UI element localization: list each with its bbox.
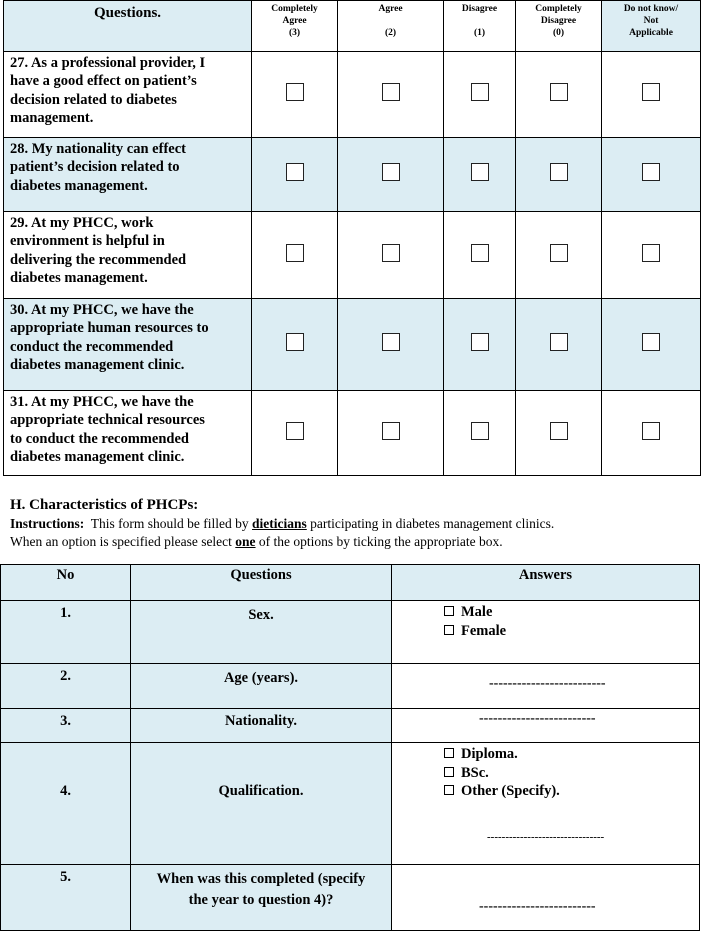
likert-row-27 [4, 52, 701, 138]
checkbox-completely-agree[interactable] [286, 163, 304, 181]
option-bsc[interactable] [444, 764, 699, 783]
checkbox-agree[interactable] [382, 333, 400, 351]
question-line: conduct the recommended [10, 338, 174, 355]
checkbox-icon[interactable] [444, 625, 454, 635]
row-number: 4. [1, 743, 131, 865]
row-answer[interactable] [392, 709, 700, 743]
col-score: (2) [384, 28, 397, 38]
instructions-text: participating in diabetes management clinics. [306, 516, 555, 531]
question-line: diabetes management. [10, 269, 148, 286]
checkbox-agree[interactable] [382, 422, 400, 440]
col-agree [338, 1, 444, 52]
checkbox-completely-disagree[interactable] [550, 163, 568, 181]
checkbox-not-applicable[interactable] [642, 83, 660, 101]
question-30 [4, 299, 252, 391]
question-31 [4, 391, 252, 476]
question-line: 29. At my PHCC, work [10, 215, 154, 231]
col-score: (0) [552, 28, 565, 38]
specify-blank-line[interactable]: -------------------------------- [487, 831, 605, 843]
question-line: diabetes management clinic. [10, 356, 185, 373]
col-disagree [444, 1, 516, 52]
row-number: 1. [1, 601, 131, 664]
question-line: delivering the recommended [10, 251, 187, 268]
likert-row-31 [4, 391, 701, 476]
question-line: 31. At my PHCC, we have the [10, 394, 194, 410]
option-label: Diploma. [461, 746, 518, 762]
characteristics-row-1 [1, 601, 700, 664]
col-not-applicable [602, 1, 701, 52]
row-answer [392, 601, 700, 664]
characteristics-row-2 [1, 664, 700, 709]
option-other[interactable] [444, 782, 699, 801]
row-question: Qualification. [131, 743, 392, 865]
answers-header: Answers [392, 565, 700, 601]
option-label: Female [461, 622, 507, 639]
col-label: Completely [535, 4, 582, 14]
question-line: appropriate technical resources [10, 412, 205, 429]
likert-row-29 [4, 212, 701, 299]
checkbox-not-applicable[interactable] [642, 163, 660, 181]
row-answer [392, 743, 700, 865]
option-label: Other (Specify). [461, 783, 560, 799]
question-line: 28. My nationality can effect [10, 141, 186, 157]
checkbox-agree[interactable] [382, 83, 400, 101]
col-completely-disagree [516, 1, 602, 52]
checkbox-completely-agree[interactable] [286, 83, 304, 101]
option-male[interactable] [444, 603, 699, 622]
option-label: BSc. [461, 764, 489, 781]
row-number: 5. [1, 865, 131, 931]
col-completely-agree [252, 1, 338, 52]
checkbox-not-applicable[interactable] [642, 244, 660, 262]
checkbox-disagree[interactable] [471, 163, 489, 181]
question-line: patient’s decision related to [10, 159, 180, 176]
checkbox-completely-disagree[interactable] [550, 422, 568, 440]
question-line: decision related to diabetes [10, 91, 177, 108]
question-28 [4, 138, 252, 212]
col-label: Agree [378, 4, 403, 14]
checkbox-completely-disagree[interactable] [550, 333, 568, 351]
question-line: the year to question 4)? [188, 892, 334, 908]
question-line: have a good effect on patient’s [10, 73, 197, 90]
row-number: 3. [1, 709, 131, 743]
checkbox-not-applicable[interactable] [642, 422, 660, 440]
row-question: Age (years). [131, 664, 392, 709]
question-29 [4, 212, 252, 299]
option-female[interactable] [444, 622, 699, 641]
checkbox-disagree[interactable] [471, 83, 489, 101]
checkbox-not-applicable[interactable] [642, 333, 660, 351]
question-line: 27. As a professional provider, I [10, 55, 206, 71]
question-line: When was this completed (specify [156, 871, 366, 887]
row-question [131, 865, 392, 931]
instructions-emphasis: dieticians [252, 516, 307, 531]
characteristics-row-4 [1, 743, 700, 865]
row-question: Sex. [131, 601, 392, 664]
col-label: Disagree [540, 16, 577, 26]
checkbox-completely-agree[interactable] [286, 333, 304, 351]
question-27 [4, 52, 252, 138]
characteristics-table [0, 564, 700, 931]
row-answer[interactable] [392, 664, 700, 709]
instructions-line-1 [10, 516, 554, 532]
question-line: to conduct the recommended [10, 430, 189, 447]
checkbox-icon[interactable] [444, 767, 454, 777]
checkbox-disagree[interactable] [471, 333, 489, 351]
checkbox-icon[interactable] [444, 606, 454, 616]
checkbox-icon[interactable] [444, 748, 454, 758]
checkbox-icon[interactable] [444, 785, 454, 795]
likert-table [3, 0, 701, 476]
likert-row-28 [4, 138, 701, 212]
row-number: 2. [1, 664, 131, 709]
instructions-label: Instructions: [10, 516, 85, 531]
section-title: H. Characteristics of PHCPs: [10, 497, 199, 513]
question-line: environment is helpful in [10, 233, 165, 250]
question-line: diabetes management. [10, 177, 148, 194]
col-label: Completely [271, 4, 318, 14]
characteristics-row-5 [1, 865, 700, 931]
likert-header-row [4, 1, 701, 52]
col-label: Agree [282, 16, 307, 26]
characteristics-row-3 [1, 709, 700, 743]
checkbox-agree[interactable] [382, 244, 400, 262]
col-label: Not [643, 16, 659, 26]
option-label: Male [461, 604, 493, 620]
no-header: No [1, 565, 131, 601]
question-line: 30. At my PHCC, we have the [10, 302, 194, 318]
checkbox-agree[interactable] [382, 163, 400, 181]
likert-row-30 [4, 299, 701, 391]
checkbox-completely-agree[interactable] [286, 422, 304, 440]
questions-header: Questions. [4, 1, 252, 52]
question-line: management. [10, 109, 94, 126]
instructions-line-2 [10, 534, 503, 550]
col-label: Applicable [629, 28, 673, 38]
checkbox-disagree[interactable] [471, 244, 489, 262]
blank-line: ------------------------- [489, 676, 606, 691]
row-question: Nationality. [131, 709, 392, 743]
instructions-text: This form should be filled by [84, 516, 253, 531]
checkbox-completely-disagree[interactable] [550, 244, 568, 262]
checkbox-disagree[interactable] [471, 422, 489, 440]
characteristics-header-row [1, 565, 700, 601]
col-label: Disagree [461, 4, 498, 14]
blank-line: ------------------------- [479, 711, 596, 726]
col-score: (1) [473, 28, 486, 38]
blank-line: ------------------------- [479, 899, 596, 914]
option-diploma[interactable] [444, 745, 699, 764]
col-label: Do not know/ [623, 4, 679, 14]
instructions-text: of the options by ticking the appropriate box. [255, 534, 503, 549]
row-answer[interactable] [392, 865, 700, 931]
checkbox-completely-disagree[interactable] [550, 83, 568, 101]
checkbox-completely-agree[interactable] [286, 244, 304, 262]
instructions-text: When an option is specified please select [10, 534, 236, 549]
questions-header: Questions [131, 565, 392, 601]
instructions-emphasis: one [235, 534, 256, 549]
question-line: appropriate human resources to [10, 320, 209, 337]
question-line: diabetes management clinic. [10, 448, 185, 465]
col-score: (3) [288, 28, 301, 38]
